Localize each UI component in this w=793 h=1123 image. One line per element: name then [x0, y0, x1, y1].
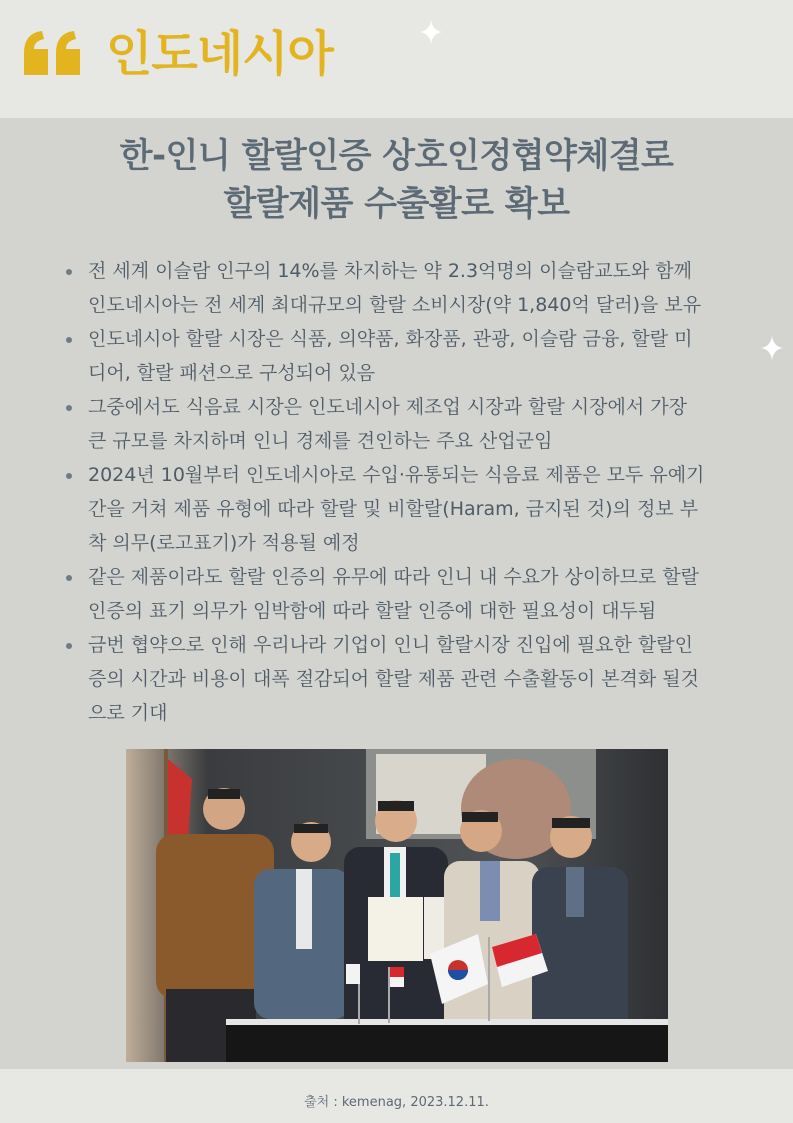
list-item-line: 같은 제품이라도 할랄 인증의 유무에 따라 인니 내 수요가 상이하므로 할랄 [88, 566, 700, 588]
sparkle-icon [761, 336, 783, 360]
list-item-line: 그중에서도 식음료 시장은 인도네시아 제조업 시장과 할랄 시장에서 가장 [88, 396, 687, 418]
list-item-line: 간을 거쳐 제품 유형에 따라 할랄 및 비할랄(Haram, 금지된 것)의 정보 부 [88, 498, 699, 520]
list-item-line: 금번 협약으로 인해 우리나라 기업이 인니 할랄시장 진입에 필요한 할랄인 [88, 634, 693, 656]
list-item-line: 전 세계 이슬람 인구의 14%를 차지하는 약 2.3억명의 이슬람교도와 함께 [88, 260, 693, 282]
title-line: 할랄제품 수출활로 확보 [223, 184, 570, 224]
sparkle-icon [420, 20, 442, 44]
source-citation: 출처 : kemenag, 2023.12.11. [304, 1095, 489, 1110]
list-item [64, 390, 732, 458]
list-item-line: 인도네시아 할랄 시장은 식품, 의약품, 화장품, 관광, 이슬람 금융, 할랄 미 [88, 328, 693, 350]
list-item-line: 증의 시간과 비용이 대폭 절감되어 할랄 제품 관련 수출활동이 본격화 될것 [88, 668, 700, 690]
list-item-line: 으로 기대 [88, 702, 168, 724]
list-item [64, 628, 732, 730]
list-item-line: 큰 규모를 차지하며 인니 경제를 견인하는 주요 산업군임 [88, 430, 553, 452]
list-item-line: 인도네시아는 전 세계 최대규모의 할랄 소비시장(약 1,840억 달러)을 보유 [88, 294, 702, 316]
list-item-line: 인증의 표기 의무가 임박함에 따라 할랄 인증에 대한 필요성이 대두됨 [88, 600, 657, 622]
list-item [64, 458, 732, 560]
list-item [64, 322, 732, 390]
quote-icon [20, 27, 84, 79]
title-line: 한-인니 할랄인증 상호인정협약체결로 [119, 136, 674, 176]
list-item-line: 착 의무(로고표기)가 적용될 예정 [88, 532, 360, 554]
list-item-line: 디어, 할랄 패션으로 구성되어 있음 [88, 362, 376, 384]
list-item [64, 560, 732, 628]
page-title [0, 132, 793, 228]
signing-ceremony-photo [126, 749, 668, 1062]
list-item-line: 2024년 10월부터 인도네시아로 수입·유통되는 식음료 제품은 모두 유예기 [88, 464, 705, 486]
bullet-list [64, 254, 732, 730]
list-item [64, 254, 732, 322]
country-title: 인도네시아 [106, 26, 333, 82]
